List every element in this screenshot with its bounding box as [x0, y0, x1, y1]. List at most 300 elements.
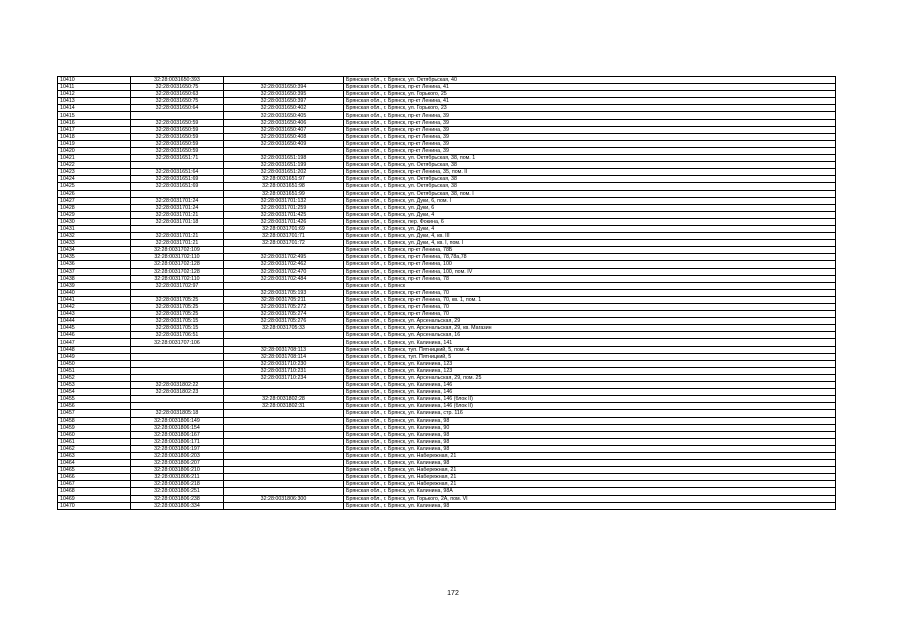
address-cell: Брянская обл., г. Брянск, ул. Горького, 2А, пом. VI — [344, 495, 836, 502]
land-cadastral-number-cell: 32:28:0031707:106 — [131, 339, 224, 346]
address-cell: Брянская обл., г. Брянск, ул. Арсенальская, 29, кв. Магазин — [344, 325, 836, 332]
land-cadastral-number-cell: 32:28:0031701:21 — [131, 211, 224, 218]
table-row — [58, 190, 836, 197]
object-cadastral-number-cell — [224, 445, 344, 452]
table-row — [58, 254, 836, 261]
table-row — [58, 77, 836, 84]
address-cell: Брянская обл., г. Брянск, пр-кт Ленина, 39 — [344, 119, 836, 126]
object-cadastral-number-cell: 32:28:0031650:407 — [224, 126, 344, 133]
land-cadastral-number-cell: 32:28:0031650:75 — [131, 84, 224, 91]
row-number-cell: 10456 — [58, 403, 131, 410]
table-row — [58, 488, 836, 495]
object-cadastral-number-cell — [224, 382, 344, 389]
object-cadastral-number-cell — [224, 474, 344, 481]
address-cell: Брянская обл., г. Брянск, ул. Набережная, 21 — [344, 467, 836, 474]
row-number-cell: 10457 — [58, 410, 131, 417]
table-body — [58, 77, 836, 510]
land-cadastral-number-cell: 32:28:0031650:393 — [131, 77, 224, 84]
land-cadastral-number-cell: 32:28:0031702:97 — [131, 282, 224, 289]
address-cell: Брянская обл., г. Брянск, пер. Фокина, 6 — [344, 218, 836, 225]
land-cadastral-number-cell: 32:28:0031802:22 — [131, 382, 224, 389]
row-number-cell: 10420 — [58, 147, 131, 154]
row-number-cell: 10436 — [58, 261, 131, 268]
table-row — [58, 126, 836, 133]
address-cell: Брянская обл., г. Брянск, пр-кт Ленина, 78,78а,78 — [344, 254, 836, 261]
table-row — [58, 318, 836, 325]
land-cadastral-number-cell: 32:28:0031805:18 — [131, 410, 224, 417]
object-cadastral-number-cell: 32:28:0031701:426 — [224, 218, 344, 225]
table-row — [58, 332, 836, 339]
table-row — [58, 98, 836, 105]
table-row — [58, 474, 836, 481]
address-cell: Брянская обл., г. Брянск, ул. Набережная, 21 — [344, 474, 836, 481]
address-cell: Брянская обл., г. Брянск, ул. Калинина, 98 — [344, 431, 836, 438]
row-number-cell: 10432 — [58, 233, 131, 240]
table-row — [58, 460, 836, 467]
row-number-cell: 10422 — [58, 162, 131, 169]
address-cell: Брянская обл., г. Брянск, ул. Калинина, 123 — [344, 360, 836, 367]
object-cadastral-number-cell: 32:28:0031650:397 — [224, 98, 344, 105]
object-cadastral-number-cell: 32:28:0031705:274 — [224, 311, 344, 318]
table-row — [58, 289, 836, 296]
land-cadastral-number-cell: 32:28:0031705:15 — [131, 318, 224, 325]
address-cell: Брянская обл., г. Брянск, ул. Калинина, 98 — [344, 417, 836, 424]
land-cadastral-number-cell: 32:28:0031650:59 — [131, 140, 224, 147]
address-cell: Брянская обл., г. Брянск, ул. Калинина, 98 — [344, 502, 836, 509]
land-cadastral-number-cell: 32:28:0031701:24 — [131, 197, 224, 204]
table-row — [58, 140, 836, 147]
object-cadastral-number-cell: 32:28:0031701:425 — [224, 211, 344, 218]
land-cadastral-number-cell — [131, 346, 224, 353]
row-number-cell: 10464 — [58, 460, 131, 467]
land-cadastral-number-cell: 32:28:0031650:59 — [131, 126, 224, 133]
table-row — [58, 374, 836, 381]
table-row — [58, 169, 836, 176]
address-cell: Брянская обл., г. Брянск, ул. Калинина, стр. 116 — [344, 410, 836, 417]
row-number-cell: 10451 — [58, 367, 131, 374]
object-cadastral-number-cell: 32:28:0031651:198 — [224, 155, 344, 162]
object-cadastral-number-cell — [224, 460, 344, 467]
table-row — [58, 162, 836, 169]
address-cell: Брянская обл., г. Брянск, ул. Калинина, 98 — [344, 445, 836, 452]
row-number-cell: 10446 — [58, 332, 131, 339]
row-number-cell: 10454 — [58, 389, 131, 396]
table-row — [58, 311, 836, 318]
land-cadastral-number-cell: 32:28:0031806:197 — [131, 445, 224, 452]
row-number-cell: 10419 — [58, 140, 131, 147]
land-cadastral-number-cell: 32:28:0031705:25 — [131, 296, 224, 303]
land-cadastral-number-cell: 32:28:0031806:334 — [131, 502, 224, 509]
object-cadastral-number-cell: 32:28:0031705:33 — [224, 325, 344, 332]
object-cadastral-number-cell — [224, 332, 344, 339]
row-number-cell: 10443 — [58, 311, 131, 318]
table-row — [58, 91, 836, 98]
land-cadastral-number-cell: 32:28:0031651:64 — [131, 169, 224, 176]
land-cadastral-number-cell: 32:28:0031702:128 — [131, 268, 224, 275]
address-cell: Брянская обл., г. Брянск, пр-кт Ленина, 41 — [344, 98, 836, 105]
land-cadastral-number-cell: 32:28:0031705:25 — [131, 311, 224, 318]
object-cadastral-number-cell: 32:28:0031701:71 — [224, 233, 344, 240]
row-number-cell: 10410 — [58, 77, 131, 84]
land-cadastral-number-cell — [131, 360, 224, 367]
land-cadastral-number-cell: 32:28:0031806:171 — [131, 438, 224, 445]
row-number-cell: 10414 — [58, 105, 131, 112]
address-cell: Брянская обл., г. Брянск, ул. Калинина, 146 (блок II) — [344, 403, 836, 410]
address-cell: Брянская обл., г. Брянск, ул. Октябрьская, 38 — [344, 176, 836, 183]
address-cell: Брянская обл., г. Брянск, ул. Калинина, 90 — [344, 424, 836, 431]
land-cadastral-number-cell: 32:28:0031705:15 — [131, 325, 224, 332]
address-cell: Брянская обл., г. Брянск, ул. Калинина, 146 — [344, 389, 836, 396]
row-number-cell: 10421 — [58, 155, 131, 162]
object-cadastral-number-cell: 32:28:0031651:202 — [224, 169, 344, 176]
table-row — [58, 233, 836, 240]
land-cadastral-number-cell: 32:28:0031705:25 — [131, 304, 224, 311]
land-cadastral-number-cell — [131, 353, 224, 360]
table-row — [58, 325, 836, 332]
land-cadastral-number-cell: 32:28:0031702:110 — [131, 254, 224, 261]
object-cadastral-number-cell: 32:28:0031705:272 — [224, 304, 344, 311]
land-cadastral-number-cell: 32:28:0031702:110 — [131, 275, 224, 282]
address-cell: Брянская обл., г. Брянск, туп. Пятницкий, 5 — [344, 353, 836, 360]
address-cell: Брянская обл., г. Брянск, ул. Дуки, 4, кв. III — [344, 233, 836, 240]
address-cell: Брянская обл., г. Брянск, пр-кт Ленина, 70, кв. 1, пом. 1 — [344, 296, 836, 303]
row-number-cell: 10445 — [58, 325, 131, 332]
land-cadastral-number-cell: 32:28:0031651:71 — [131, 155, 224, 162]
row-number-cell: 10470 — [58, 502, 131, 509]
object-cadastral-number-cell — [224, 389, 344, 396]
object-cadastral-number-cell: 32:28:0031806:300 — [224, 495, 344, 502]
address-cell: Брянская обл., г. Брянск, ул. Октябрьская, 40 — [344, 77, 836, 84]
object-cadastral-number-cell: 32:28:0031710:234 — [224, 374, 344, 381]
object-cadastral-number-cell: 32:28:0031651:97 — [224, 176, 344, 183]
address-cell: Брянская обл., г. Брянск, ул. Октябрьская, 38, пом. 1 — [344, 155, 836, 162]
land-cadastral-number-cell — [131, 162, 224, 169]
table-row — [58, 410, 836, 417]
address-cell: Брянская обл., г. Брянск, ул. Калинина, 98А — [344, 488, 836, 495]
object-cadastral-number-cell: 32:28:0031701:132 — [224, 197, 344, 204]
row-number-cell: 10455 — [58, 396, 131, 403]
object-cadastral-number-cell: 32:28:0031710:230 — [224, 360, 344, 367]
object-cadastral-number-cell: 32:28:0031651:99 — [224, 190, 344, 197]
table-row — [58, 197, 836, 204]
address-cell: Брянская обл., г. Брянск, ул. Горького, 25 — [344, 91, 836, 98]
object-cadastral-number-cell — [224, 282, 344, 289]
row-number-cell: 10452 — [58, 374, 131, 381]
address-cell: Брянская обл., г. Брянск, пр-кт Ленина, 39 — [344, 133, 836, 140]
row-number-cell: 10415 — [58, 112, 131, 119]
object-cadastral-number-cell: 32:28:0031650:406 — [224, 119, 344, 126]
address-cell: Брянская обл., г. Брянск, пр-кт Ленина, 35, пом. II — [344, 169, 836, 176]
object-cadastral-number-cell: 32:28:0031650:395 — [224, 91, 344, 98]
table-row — [58, 339, 836, 346]
address-cell: Брянская обл., г. Брянск, ул. Калинина, 123 — [344, 367, 836, 374]
object-cadastral-number-cell: 32:28:0031708:113 — [224, 346, 344, 353]
table-row — [58, 431, 836, 438]
row-number-cell: 10416 — [58, 119, 131, 126]
land-cadastral-number-cell — [131, 367, 224, 374]
row-number-cell: 10463 — [58, 452, 131, 459]
address-cell: Брянская обл., г. Брянск, ул. Дуки, 6, пом. I — [344, 197, 836, 204]
row-number-cell: 10447 — [58, 339, 131, 346]
row-number-cell: 10449 — [58, 353, 131, 360]
address-cell: Брянская обл., г. Брянск, ул. Калинина, 141 — [344, 339, 836, 346]
address-cell: Брянская обл., г. Брянск — [344, 282, 836, 289]
address-cell: Брянская обл., г. Брянск, ул. Набережная, 21 — [344, 481, 836, 488]
land-cadastral-number-cell: 32:28:0031701:21 — [131, 233, 224, 240]
row-number-cell: 10423 — [58, 169, 131, 176]
row-number-cell: 10459 — [58, 424, 131, 431]
object-cadastral-number-cell: 32:28:0031802:31 — [224, 403, 344, 410]
land-cadastral-number-cell: 32:28:0031651:69 — [131, 183, 224, 190]
land-cadastral-number-cell: 32:28:0031650:59 — [131, 133, 224, 140]
row-number-cell: 10433 — [58, 240, 131, 247]
table-row — [58, 275, 836, 282]
address-cell: Брянская обл., г. Брянск, туп. Пятницкий, 5, пом. 4 — [344, 346, 836, 353]
table-row — [58, 417, 836, 424]
land-cadastral-number-cell: 32:28:0031702:128 — [131, 261, 224, 268]
row-number-cell: 10467 — [58, 481, 131, 488]
land-cadastral-number-cell: 32:28:0031806:167 — [131, 431, 224, 438]
object-cadastral-number-cell: 32:28:0031705:193 — [224, 289, 344, 296]
object-cadastral-number-cell — [224, 502, 344, 509]
land-cadastral-number-cell: 32:28:0031806:210 — [131, 467, 224, 474]
table-row — [58, 105, 836, 112]
object-cadastral-number-cell: 32:28:0031702:470 — [224, 268, 344, 275]
table-row — [58, 452, 836, 459]
address-cell: Брянская обл., г. Брянск, пр-кт Ленина, 70 — [344, 311, 836, 318]
address-cell: Брянская обл., г. Брянск, пр-кт Ленина, 39 — [344, 147, 836, 154]
land-cadastral-number-cell — [131, 112, 224, 119]
row-number-cell: 10418 — [58, 133, 131, 140]
land-cadastral-number-cell: 32:28:0031650:59 — [131, 119, 224, 126]
row-number-cell: 10430 — [58, 218, 131, 225]
address-cell: Брянская обл., г. Брянск, ул. Октябрьская, 38, пом. I — [344, 190, 836, 197]
object-cadastral-number-cell — [224, 438, 344, 445]
table-row — [58, 84, 836, 91]
object-cadastral-number-cell: 32:28:0031802:28 — [224, 396, 344, 403]
land-cadastral-number-cell — [131, 403, 224, 410]
row-number-cell: 10437 — [58, 268, 131, 275]
table-row — [58, 261, 836, 268]
table-row — [58, 495, 836, 502]
land-cadastral-number-cell: 32:28:0031651:69 — [131, 176, 224, 183]
row-number-cell: 10424 — [58, 176, 131, 183]
object-cadastral-number-cell — [224, 77, 344, 84]
address-cell: Брянская обл., г. Брянск, ул. Горького, 23 — [344, 105, 836, 112]
address-cell: Брянская обл., г. Брянск, ул. Калинина, 146 (блок II) — [344, 396, 836, 403]
table-row — [58, 218, 836, 225]
object-cadastral-number-cell: 32:28:0031651:199 — [224, 162, 344, 169]
object-cadastral-number-cell: 32:28:0031650:394 — [224, 84, 344, 91]
address-cell: Брянская обл., г. Брянск, ул. Октябрьская, 38 — [344, 162, 836, 169]
address-cell: Брянская обл., г. Брянск, ул. Октябрьская, 38 — [344, 183, 836, 190]
row-number-cell: 10444 — [58, 318, 131, 325]
land-cadastral-number-cell — [131, 225, 224, 232]
page-number: 172 — [447, 590, 459, 597]
object-cadastral-number-cell: 32:28:0031702:462 — [224, 261, 344, 268]
table-row — [58, 268, 836, 275]
table-row — [58, 467, 836, 474]
address-cell: Брянская обл., г. Брянск, ул. Калинина, 98 — [344, 438, 836, 445]
table-row — [58, 502, 836, 509]
row-number-cell: 10448 — [58, 346, 131, 353]
table-row — [58, 240, 836, 247]
address-cell: Брянская обл., г. Брянск, пр-кт Ленина, 70 — [344, 289, 836, 296]
table-row — [58, 211, 836, 218]
row-number-cell: 10431 — [58, 225, 131, 232]
object-cadastral-number-cell — [224, 147, 344, 154]
row-number-cell: 10425 — [58, 183, 131, 190]
table-row — [58, 147, 836, 154]
address-cell: Брянская обл., г. Брянск, пр-кт Ленина, 100 — [344, 261, 836, 268]
object-cadastral-number-cell: 32:28:0031708:114 — [224, 353, 344, 360]
row-number-cell: 10435 — [58, 254, 131, 261]
address-cell: Брянская обл., г. Брянск, пр-кт Ленина, 39 — [344, 140, 836, 147]
row-number-cell: 10429 — [58, 211, 131, 218]
table-row — [58, 176, 836, 183]
object-cadastral-number-cell: 32:28:0031651:98 — [224, 183, 344, 190]
row-number-cell: 10465 — [58, 467, 131, 474]
object-cadastral-number-cell: 32:28:0031710:231 — [224, 367, 344, 374]
object-cadastral-number-cell: 32:28:0031650:408 — [224, 133, 344, 140]
address-cell: Брянская обл., г. Брянск, ул. Дуки, 4, кв. I, пом. I — [344, 240, 836, 247]
address-cell: Брянская обл., г. Брянск, ул. Набережная, 21 — [344, 452, 836, 459]
address-cell: Брянская обл., г. Брянск, ул. Дуки, 6 — [344, 204, 836, 211]
land-cadastral-number-cell: 32:28:0031806:207 — [131, 460, 224, 467]
table-row — [58, 133, 836, 140]
address-cell: Брянская обл., г. Брянск, ул. Дуки, 4 — [344, 225, 836, 232]
address-cell: Брянская обл., г. Брянск, ул. Арсенальская, 16 — [344, 332, 836, 339]
land-cadastral-number-cell: 32:28:0031650:59 — [131, 147, 224, 154]
row-number-cell: 10461 — [58, 438, 131, 445]
table-row — [58, 481, 836, 488]
row-number-cell: 10450 — [58, 360, 131, 367]
land-cadastral-number-cell — [131, 289, 224, 296]
object-cadastral-number-cell: 32:28:0031705:211 — [224, 296, 344, 303]
row-number-cell: 10441 — [58, 296, 131, 303]
table-row — [58, 389, 836, 396]
object-cadastral-number-cell — [224, 488, 344, 495]
object-cadastral-number-cell — [224, 431, 344, 438]
land-cadastral-number-cell: 32:28:0031806:251 — [131, 488, 224, 495]
table-row — [58, 438, 836, 445]
row-number-cell: 10453 — [58, 382, 131, 389]
row-number-cell: 10411 — [58, 84, 131, 91]
object-cadastral-number-cell — [224, 247, 344, 254]
object-cadastral-number-cell: 32:28:0031701:72 — [224, 240, 344, 247]
table-row — [58, 119, 836, 126]
row-number-cell: 10427 — [58, 197, 131, 204]
address-cell: Брянская обл., г. Брянск, пр-кт Ленина, 39 — [344, 112, 836, 119]
row-number-cell: 10440 — [58, 289, 131, 296]
land-cadastral-number-cell: 32:28:0031806:211 — [131, 474, 224, 481]
object-cadastral-number-cell — [224, 417, 344, 424]
table-row — [58, 155, 836, 162]
address-cell: Брянская обл., г. Брянск, ул. Арсенальская, 29, пом. 25 — [344, 374, 836, 381]
object-cadastral-number-cell: 32:28:0031701:69 — [224, 225, 344, 232]
object-cadastral-number-cell: 32:28:0031650:402 — [224, 105, 344, 112]
address-cell: Брянская обл., г. Брянск, ул. Калинина, 146 — [344, 382, 836, 389]
land-cadastral-number-cell: 32:28:0031701:24 — [131, 204, 224, 211]
object-cadastral-number-cell — [224, 410, 344, 417]
table-row — [58, 445, 836, 452]
land-cadastral-number-cell: 32:28:0031706:51 — [131, 332, 224, 339]
address-cell: Брянская обл., г. Брянск, пр-кт Ленина, 70 — [344, 304, 836, 311]
registry-table — [57, 76, 836, 510]
address-cell: Брянская обл., г. Брянск, ул. Арсенальская, 29 — [344, 318, 836, 325]
table-row — [58, 382, 836, 389]
land-cadastral-number-cell: 32:28:0031806:154 — [131, 424, 224, 431]
object-cadastral-number-cell: 32:28:0031705:276 — [224, 318, 344, 325]
address-cell: Брянская обл., г. Брянск, пр-кт Ленина, 100, пом. IV — [344, 268, 836, 275]
row-number-cell: 10434 — [58, 247, 131, 254]
row-number-cell: 10439 — [58, 282, 131, 289]
land-cadastral-number-cell: 32:28:0031701:18 — [131, 218, 224, 225]
object-cadastral-number-cell: 32:28:0031702:484 — [224, 275, 344, 282]
table-row — [58, 367, 836, 374]
object-cadastral-number-cell — [224, 481, 344, 488]
table-row — [58, 353, 836, 360]
row-number-cell: 10438 — [58, 275, 131, 282]
object-cadastral-number-cell — [224, 452, 344, 459]
address-cell: Брянская обл., г. Брянск, пр-кт Ленина, 78Б — [344, 247, 836, 254]
address-cell: Брянская обл., г. Брянск, пр-кт Ленина, 39 — [344, 126, 836, 133]
row-number-cell: 10413 — [58, 98, 131, 105]
object-cadastral-number-cell — [224, 339, 344, 346]
table-row — [58, 282, 836, 289]
object-cadastral-number-cell — [224, 467, 344, 474]
table-row — [58, 225, 836, 232]
land-cadastral-number-cell: 32:28:0031650:75 — [131, 98, 224, 105]
table-row — [58, 296, 836, 303]
row-number-cell: 10468 — [58, 488, 131, 495]
object-cadastral-number-cell: 32:28:0031650:405 — [224, 112, 344, 119]
land-cadastral-number-cell: 32:28:0031650:63 — [131, 91, 224, 98]
row-number-cell: 10469 — [58, 495, 131, 502]
table-row — [58, 360, 836, 367]
object-cadastral-number-cell: 32:28:0031650:409 — [224, 140, 344, 147]
address-cell: Брянская обл., г. Брянск, пр-кт Ленина, 41 — [344, 84, 836, 91]
land-cadastral-number-cell: 32:28:0031806:218 — [131, 481, 224, 488]
land-cadastral-number-cell: 32:28:0031701:21 — [131, 240, 224, 247]
land-cadastral-number-cell — [131, 374, 224, 381]
land-cadastral-number-cell: 32:28:0031806:203 — [131, 452, 224, 459]
table-row — [58, 304, 836, 311]
table-row — [58, 204, 836, 211]
row-number-cell: 10466 — [58, 474, 131, 481]
table-row — [58, 247, 836, 254]
land-cadastral-number-cell — [131, 190, 224, 197]
row-number-cell: 10428 — [58, 204, 131, 211]
table-row — [58, 396, 836, 403]
row-number-cell: 10417 — [58, 126, 131, 133]
land-cadastral-number-cell: 32:28:0031806:238 — [131, 495, 224, 502]
address-cell: Брянская обл., г. Брянск, пр-кт Ленина, 78 — [344, 275, 836, 282]
object-cadastral-number-cell: 32:28:0031701:259 — [224, 204, 344, 211]
row-number-cell: 10426 — [58, 190, 131, 197]
address-cell: Брянская обл., г. Брянск, ул. Дуки, 4 — [344, 211, 836, 218]
row-number-cell: 10442 — [58, 304, 131, 311]
land-cadastral-number-cell: 32:28:0031806:149 — [131, 417, 224, 424]
land-cadastral-number-cell: 32:28:0031802:23 — [131, 389, 224, 396]
row-number-cell: 10458 — [58, 417, 131, 424]
table-row — [58, 183, 836, 190]
row-number-cell: 10412 — [58, 91, 131, 98]
object-cadastral-number-cell — [224, 424, 344, 431]
object-cadastral-number-cell: 32:28:0031702:495 — [224, 254, 344, 261]
land-cadastral-number-cell: 32:28:0031650:64 — [131, 105, 224, 112]
table-row — [58, 112, 836, 119]
